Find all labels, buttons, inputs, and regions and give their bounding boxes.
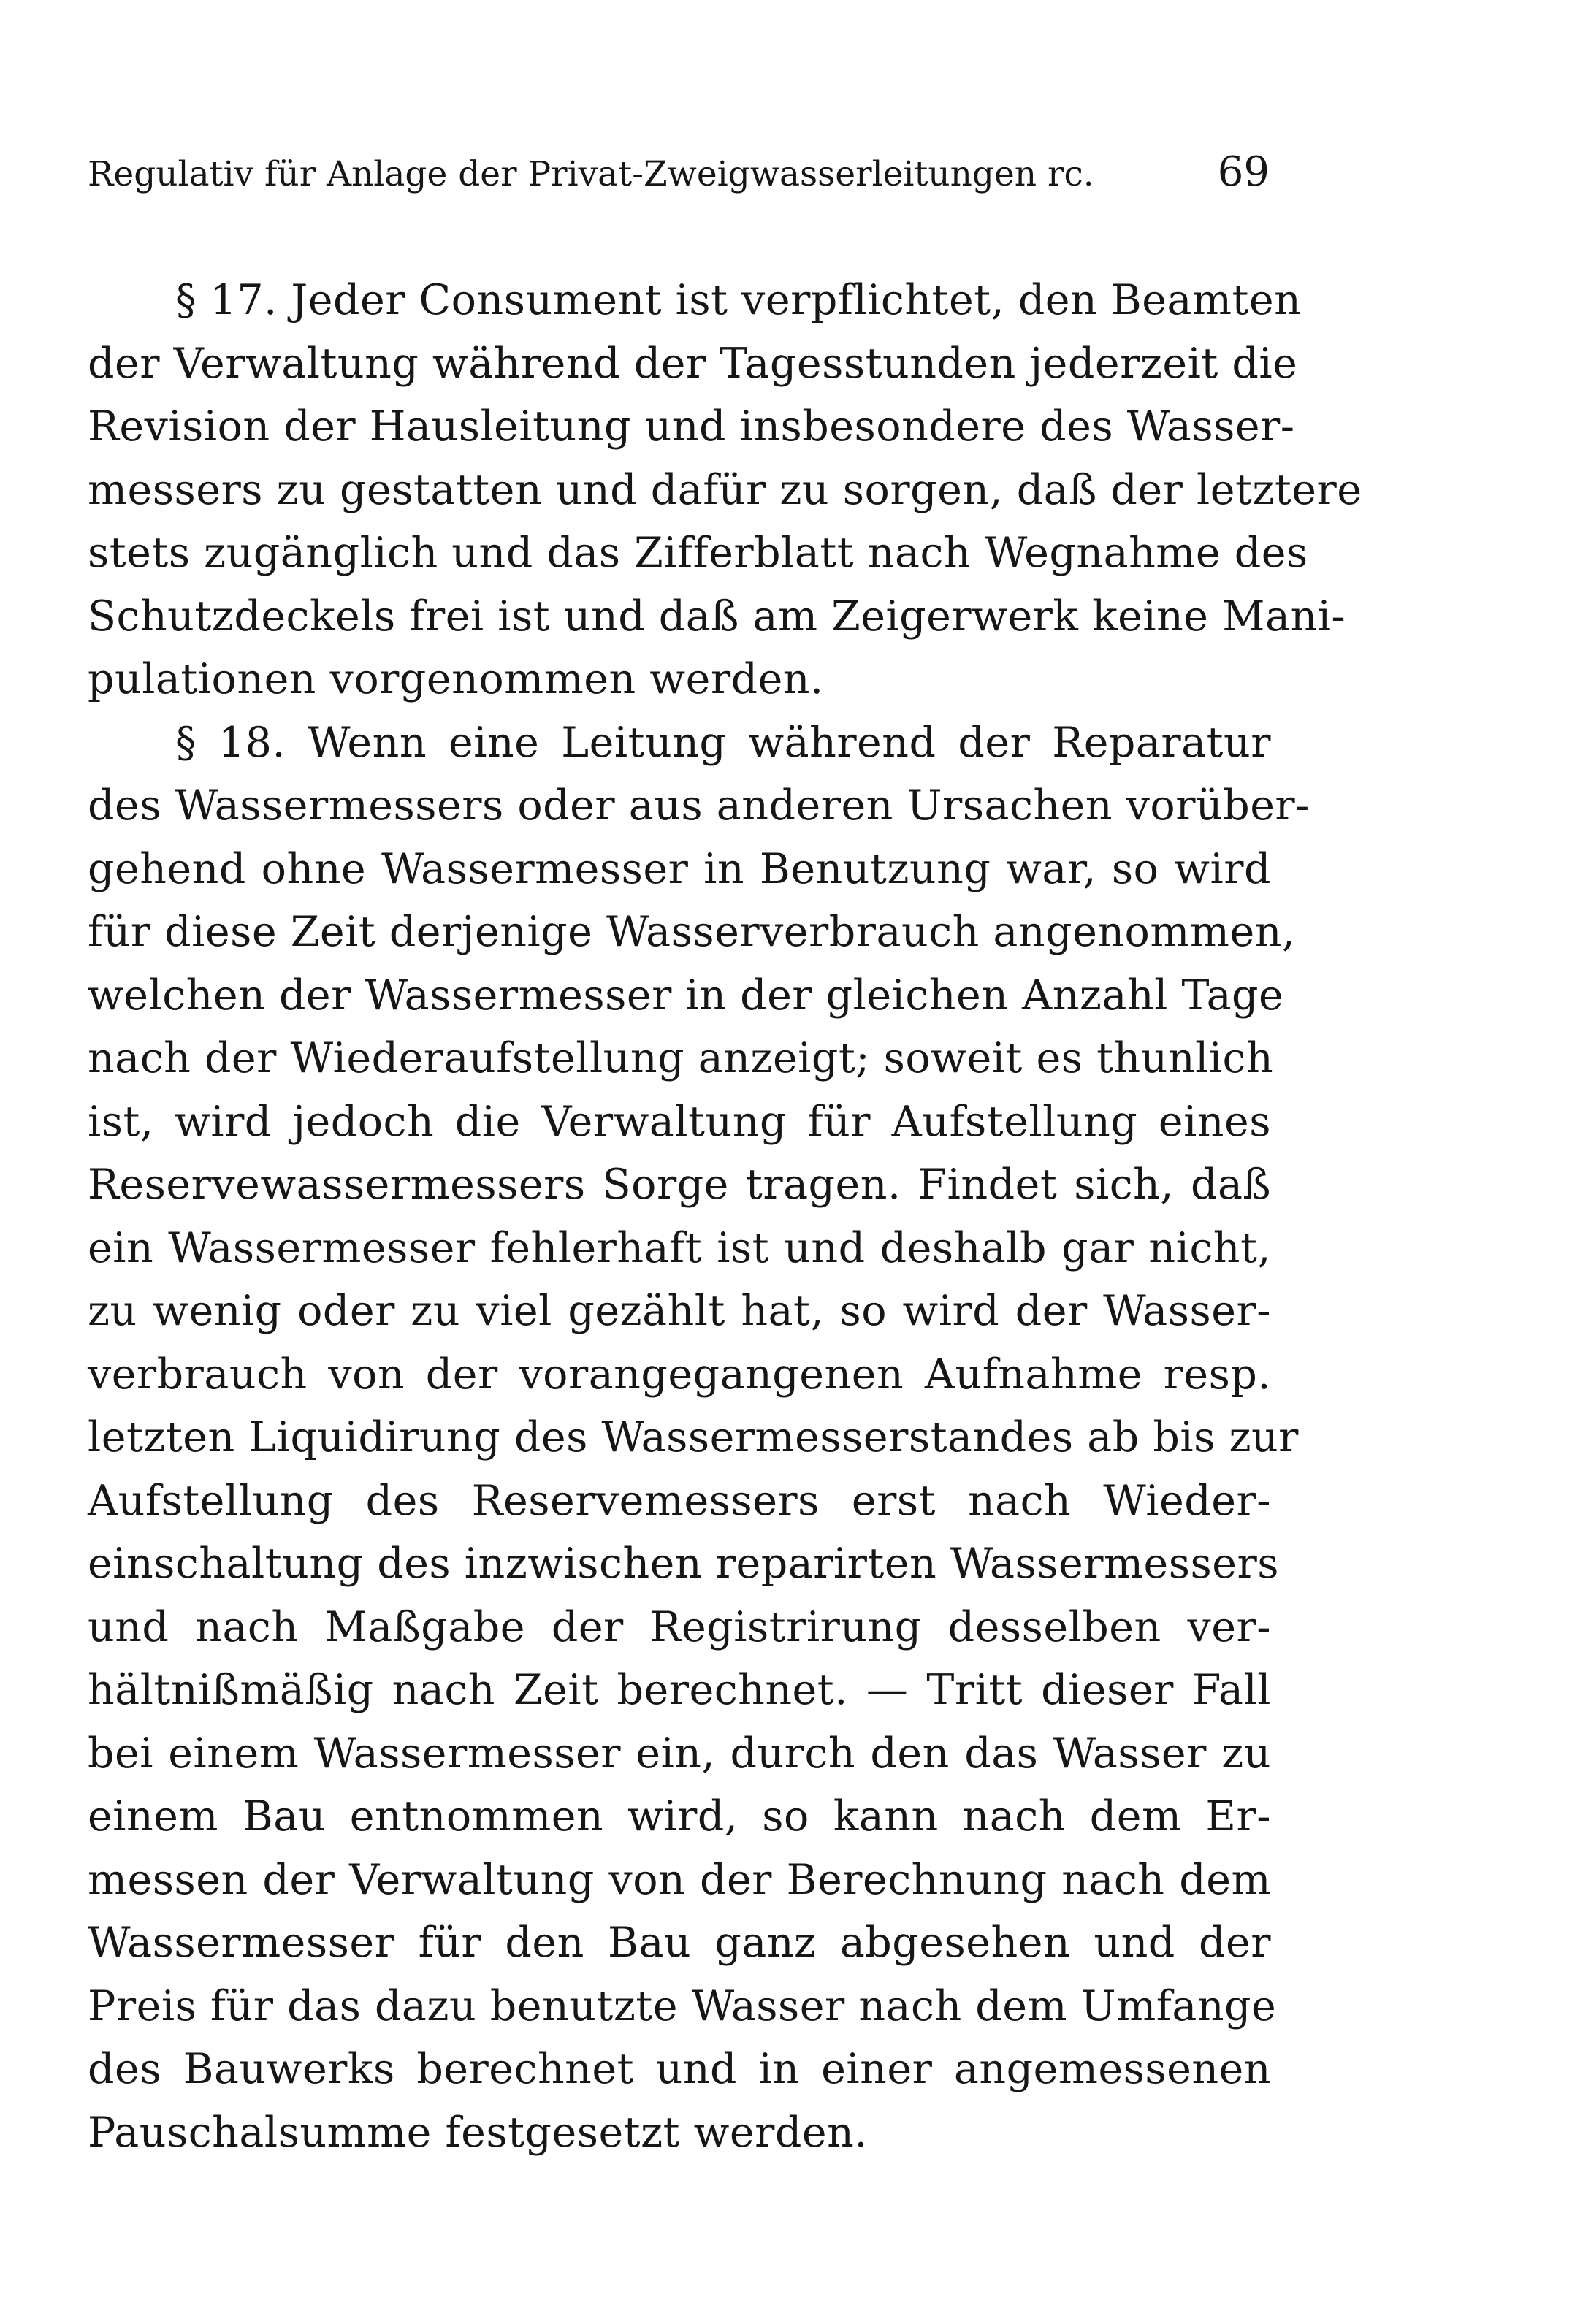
text-line: bei einem Wassermesser ein, durch den das Wasser zu [88, 1729, 1271, 1778]
text-line: Pauschalsumme festgesetzt werden. [88, 2108, 868, 2157]
text-line: gehend ohne Wassermesser in Benutzung war, so wird [88, 844, 1271, 893]
text-line: Preis für das dazu benutzte Wasser nach dem Umfange [88, 1981, 1277, 2030]
text-line: Revision der Hausleitung und insbesondere des Wasser- [88, 402, 1295, 451]
text-line: einem Bau entnommen wird, so kann nach dem Er- [88, 1792, 1271, 1841]
text-line: Wassermesser für den Bau ganz abgesehen und der [88, 1919, 1271, 1967]
text-line: für diese Zeit derjenige Wasserverbrauch angenommen, [88, 908, 1296, 956]
text-line: Aufstellung des Reservemessers erst nach Wieder- [88, 1476, 1271, 1525]
text-line: messen der Verwaltung von der Berechnung nach dem [88, 1855, 1271, 1904]
text-line: pulationen vorgenommen werden. [88, 655, 824, 703]
text-line: messers zu gestatten und dafür zu sorgen, daß der letztere [88, 465, 1362, 514]
text-line: ein Wassermesser fehlerhaft ist und deshalb gar nicht, [88, 1223, 1271, 1272]
text-line: des Wassermessers oder aus anderen Ursachen vorüber- [88, 781, 1310, 830]
page-number: 69 [1217, 148, 1270, 196]
text-line: stets zugänglich und das Zifferblatt nach Wegnahme des [88, 529, 1308, 577]
running-head-title: Regulativ für Anlage der Privat-Zweigwasserleitungen rc. [88, 154, 1094, 194]
text-line: § 17. Jeder Consument ist verpflichtet, den Beamten [175, 276, 1302, 324]
text-line: letzten Liquidirung des Wassermesserstandes ab bis zur [88, 1413, 1299, 1461]
text-line: verbrauch von der vorangegangenen Aufnahme resp. [88, 1350, 1271, 1399]
text-line: zu wenig oder zu viel gezählt hat, so wird der Wasser- [88, 1287, 1271, 1335]
text-line: hältnißmäßig nach Zeit berechnet. — Tritt dieser Fall [88, 1666, 1271, 1714]
text-line: einschaltung des inzwischen reparirten Wassermessers [88, 1540, 1279, 1588]
text-line: welchen der Wassermesser in der gleichen Anzahl Tage [88, 971, 1284, 1020]
text-line: des Bauwerks berechnet und in einer angemessenen [88, 2045, 1271, 2093]
running-head [88, 143, 1270, 202]
text-line: § 18. Wenn eine Leitung während der Reparatur [175, 718, 1271, 767]
body-text [88, 269, 1362, 2164]
text-line: ist, wird jedoch die Verwaltung für Aufstellung eines [88, 1097, 1271, 1146]
text-line: nach der Wiederaufstellung anzeigt; soweit es thunlich [88, 1034, 1274, 1082]
text-line: der Verwaltung während der Tagesstunden jederzeit die [88, 339, 1298, 388]
text-line: und nach Maßgabe der Registrirung desselben ver- [88, 1602, 1271, 1651]
text-line: Reservewassermessers Sorge tragen. Findet sich, daß [88, 1161, 1271, 1209]
text-line: Schutzdeckels frei ist und daß am Zeigerwerk keine Mani- [88, 592, 1346, 641]
